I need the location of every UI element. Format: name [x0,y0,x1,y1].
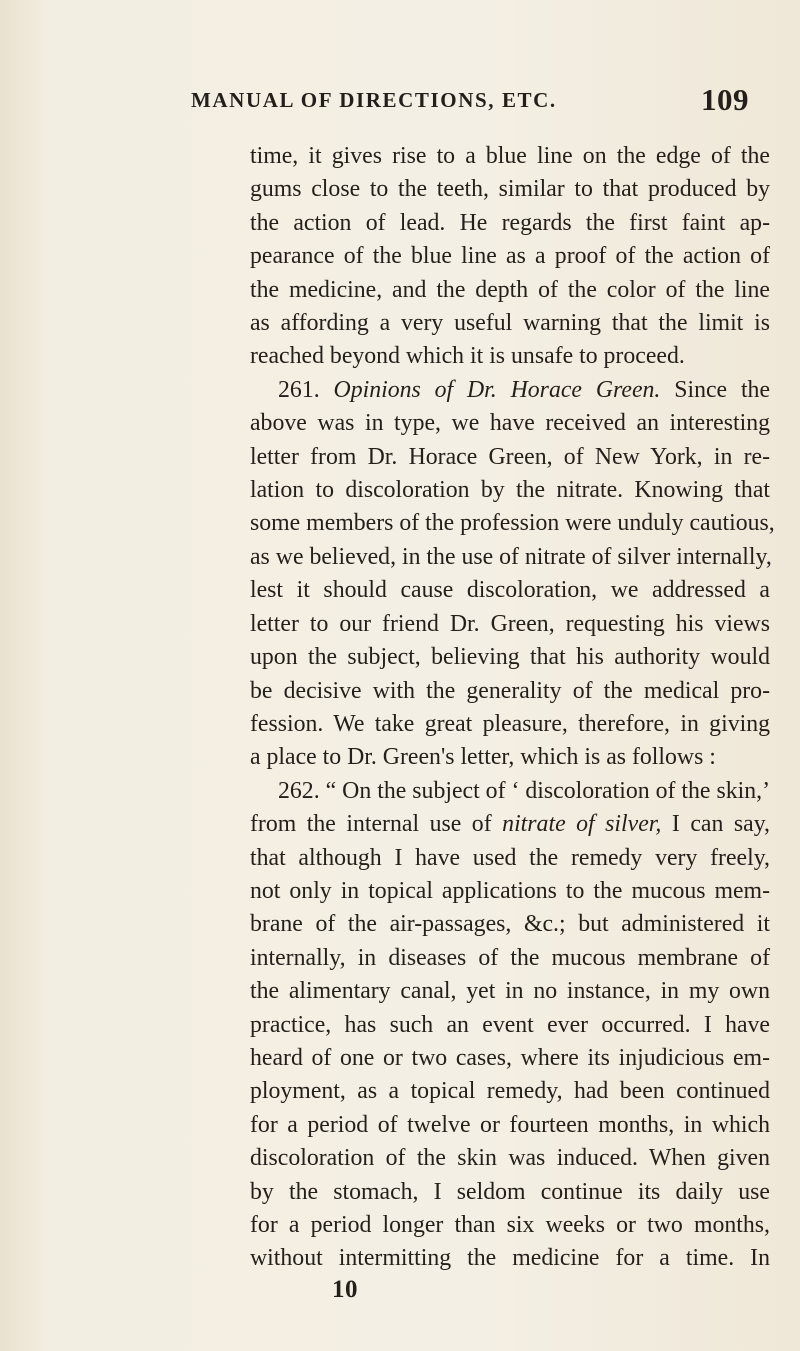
text-line: practice, has such an event ever occurred. I have [250,1011,770,1038]
text-line: time, it gives rise to a blue line on the edge of the [250,143,770,169]
text-line: pearance of the blue line as a proof of the action of [250,243,770,270]
text-line: that although I have used the remedy very freely, [250,844,770,871]
running-head: MANUAL OF DIRECTIONS, ETC. [191,88,557,112]
text-line: above was in type, we have received an interesting [250,410,770,437]
text-line: heard of one or two cases, where its injudicious em- [250,1044,770,1071]
text-line: lation to discoloration by the nitrate. Knowing that [250,477,770,504]
text-line: reached beyond which it is unsafe to proceed. [250,343,685,370]
page-header [0,82,800,122]
paragraph-number: 261. [278,376,320,403]
section-heading: Opinions of Dr. Horace Green. [333,376,661,403]
text-line: letter from Dr. Horace Green, of New York, in re- [250,443,770,470]
text-line: some members of the profession were unduly cautious, [250,510,775,537]
text-line: for a period of twelve or fourteen months, in which [250,1111,770,1138]
signature-mark: 10 [332,1276,358,1303]
text-line: internally, in diseases of the mucous membrane of [250,944,770,971]
text-fragment: from the internal use of [250,811,492,838]
text-line: gums close to the teeth, similar to that produced by [250,176,770,203]
text-line: discoloration of the skin was induced. When given [250,1145,770,1172]
text-line: for a period longer than six weeks or two months, [250,1212,770,1238]
text-line: a place to Dr. Green's letter, which is as follows : [250,744,716,771]
text-line: as we believed, in the use of nitrate of silver internally, [250,543,772,570]
text-line: lest it should cause discoloration, we addressed a [250,577,770,604]
text-line: fession. We take great pleasure, therefore, in giving [250,710,770,737]
emphasis-text: nitrate of silver, [502,811,662,838]
paragraph-261-first-line [250,374,770,407]
text-line: brane of the air-passages, &c.; but administered it [250,911,770,938]
text-line: the medicine, and the depth of the color of the line [250,276,770,303]
text-line: letter to our friend Dr. Green, requesting his views [250,610,770,637]
text-fragment: Since the [674,376,771,403]
text-line: without intermitting the medicine for a time. In [250,1245,770,1272]
text-line: be decisive with the generality of the medical pro- [250,677,770,704]
paragraph-262-first-line [250,775,770,808]
text-line: by the stomach, I seldom continue its daily use [250,1178,770,1205]
text-line: ployment, as a topical remedy, had been continued [250,1078,770,1105]
text-line: not only in topical applications to the mucous mem- [250,877,770,904]
paragraph-number: 262. [278,777,320,804]
body-text [250,140,775,1276]
text-fragment: “ On the subject of ‘ discoloration of the skin,’ [325,777,770,804]
text-line: the alimentary canal, yet in no instance, in my own [250,978,770,1005]
text-line: as affording a very useful warning that the limit is [250,310,770,337]
text-fragment: I can say, [671,811,771,838]
text-line [250,808,770,841]
page-number: 109 [701,82,749,117]
text-line: the action of lead. He regards the first faint ap- [250,209,770,236]
text-line: upon the subject, believing that his authority would [250,644,770,671]
